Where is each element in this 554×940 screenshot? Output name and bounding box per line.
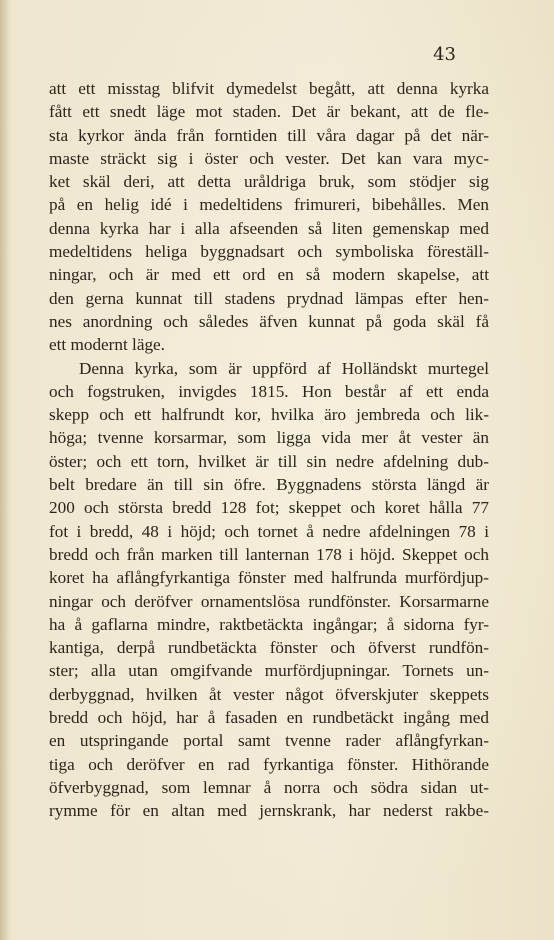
text-line: tiga och deröfver en rad fyrkantiga fönster. Hithörande [49,754,489,774]
text-line: medeltidens heliga byggnadsart och symboliska föreställ- [49,242,489,262]
text-line: koret ha aflångfyrkantiga fönster med halfrunda murfördjup- [49,568,489,588]
text-line: bredd och från marken till lanternan 178 i höjd. Skeppet och [49,544,489,564]
text-line: på en helig idé i medeltidens frimureri, bibehålles. Men [49,195,489,215]
page-number: 43 [433,44,456,65]
text-line: nes anordning och således äfven kunnat på goda skäl få [49,311,489,331]
text-line: fått ett snedt läge mot staden. Det är bekant, att de fle- [49,102,489,122]
text-line: ningar och deröfver ornamentslösa rundfönster. Korsarmarne [49,591,489,611]
text-line: ha å gaflarna mindre, raktbetäckta ingångar; å sidorna fyr- [49,614,489,634]
text-line: skepp och ett halfrundt kor, hvilka äro jembreda och lik- [49,405,489,425]
text-line: sta kyrkor ända från forntiden till våra dagar på det när- [49,125,489,145]
page-gutter-shadow [0,0,10,940]
text-line: öfverbyggnad, som lemnar å norra och södra sidan ut- [49,777,489,797]
text-line: Denna kyrka, som är uppförd af Holländskt murtegel [79,358,489,378]
text-line: ket skäl deri, att detta uråldriga bruk, som stödjer sig [49,172,489,192]
text-line: belt bredare än till sin öfre. Byggnadens största längd är [49,475,489,495]
text-line: derbyggnad, hvilken åt vester något öfverskjuter skeppets [49,684,489,704]
text-line: denna kyrka har i alla afseenden så liten gemenskap med [49,218,489,238]
text-line: ster; alla utan omgifvande murfördjupningar. Tornets un- [49,661,489,681]
text-line: rymme för en altan med jernskrank, har nederst rakbe- [49,801,489,821]
text-line: fot i bredd, 48 i höjd; och tornet å nedre afdelningen 78 i [49,521,489,541]
text-line: en utspringande portal samt tvenne rader aflångfyrkan- [49,731,489,751]
text-line: bredd och höjd, har å fasaden en rundbetäckt ingång med [49,708,489,728]
text-line: kantiga, derpå rundbetäckta fönster och öfverst rundfön- [49,638,489,658]
text-line: ningar, och är med ett ord en så modern skapelse, att [49,265,489,285]
text-line: den gerna kunnat till stadens prydnad lämpas efter hen- [49,288,489,308]
text-line: öster; och ett torn, hvilket är till sin nedre afdelning dub- [49,451,489,471]
text-line: att ett misstag blifvit dymedelst begått, att denna kyrka [49,79,489,98]
text-line: ett modernt läge. [49,335,165,355]
text-line: 200 och största bredd 128 fot; skeppet och koret hålla 77 [49,498,489,518]
body-text [49,77,489,823]
text-line: maste sträckt sig i öster och vester. Det kan vara myc- [49,148,489,168]
text-line: och fogstruken, invigdes 1815. Hon består af ett enda [49,381,489,401]
text-line: höga; tvenne korsarmar, som ligga vida mer åt vester än [49,428,489,448]
